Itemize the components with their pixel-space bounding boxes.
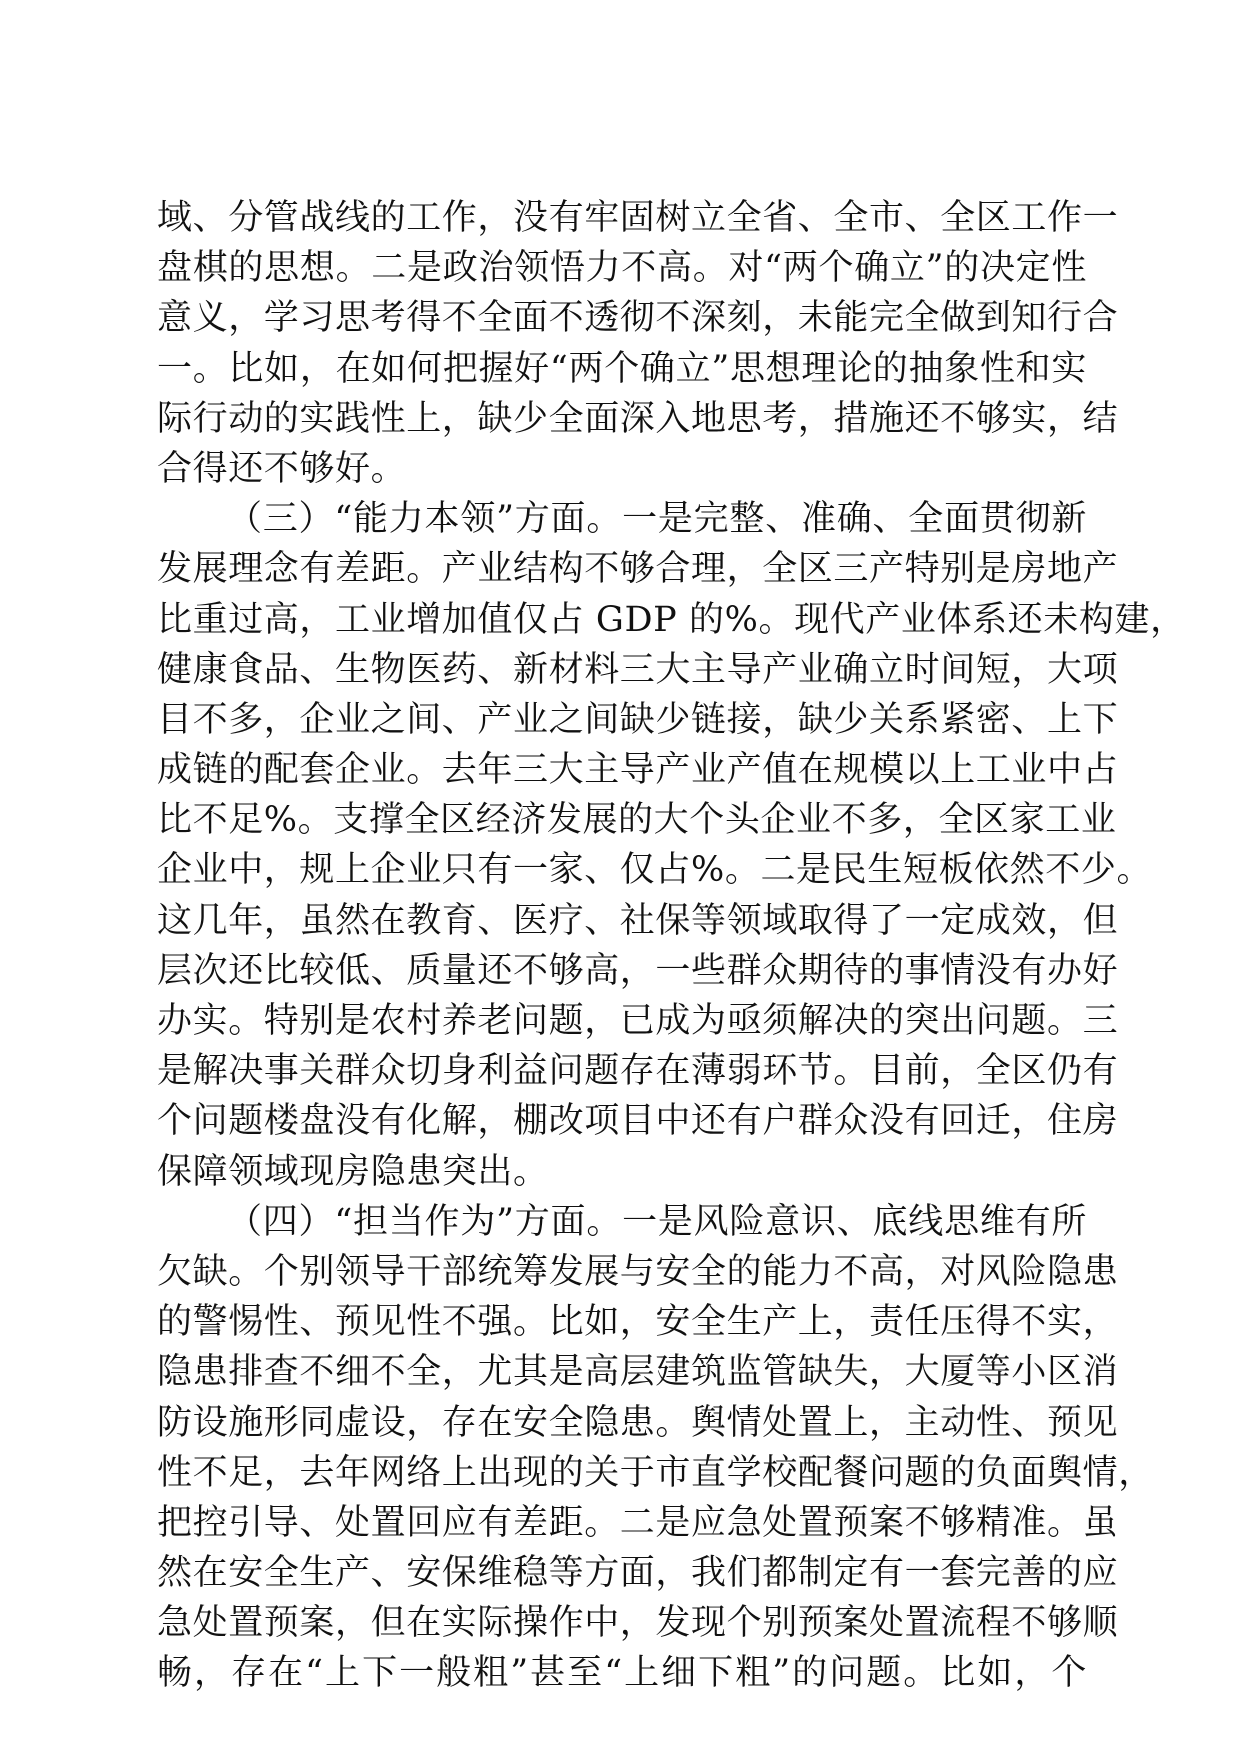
text-line (157, 595, 1186, 645)
line-text: 防设施形同虚设，存在安全隐患。舆情处置上，主动性、预见 (157, 1402, 1119, 1443)
text-line (157, 1147, 1087, 1197)
text-line (157, 1448, 1154, 1498)
text-line (157, 996, 1119, 1046)
text-line (157, 1498, 1119, 1548)
line-text: 企业中，规上企业只有一家、仅占%。二是民生短板依然不少。 (157, 850, 1153, 891)
document-body (157, 193, 1186, 1699)
line-text: 层次还比较低、质量还不够高，一些群众期待的事情没有办好 (157, 950, 1119, 991)
line-text: 目不多，企业之间、产业之间缺少链接，缺少关系紧密、上下 (157, 699, 1119, 740)
line-text: 盘棋的思想。二是政治领悟力不高。对“两个确立”的决定性 (157, 248, 1087, 289)
line-text: 发展理念有差距。产业结构不够合理，全区三产特别是房地产 (157, 549, 1119, 590)
line-text: 健康食品、生物医药、新材料三大主导产业确立时间短，大项 (157, 649, 1119, 690)
line-text: 成链的配套企业。去年三大主导产业产值在规模以上工业中占 (157, 750, 1119, 791)
line-text: 意义，学习思考得不全面不透彻不深刻，未能完全做到知行合 (157, 298, 1119, 339)
line-text: 急处置预案，但在实际操作中，发现个别预案处置流程不够顺 (157, 1603, 1119, 1644)
text-line (157, 946, 1119, 996)
text-line (157, 845, 1153, 895)
text-line (157, 1648, 1087, 1698)
line-text: 隐患排查不细不全，尤其是高层建筑监管缺失，大厦等小区消 (157, 1352, 1119, 1393)
text-line (157, 1548, 1119, 1598)
text-line (157, 394, 1119, 444)
text-line (157, 1398, 1119, 1448)
line-text: 比不足%。支撑全区经济发展的大个头企业不多，全区家工业 (157, 800, 1117, 841)
line-text: （四）“担当作为”方面。一是风险意识、底线思维有所 (227, 1201, 1087, 1242)
text-line (157, 1046, 1119, 1096)
text-line (157, 344, 1087, 394)
line-text: 是解决事关群众切身利益问题存在薄弱环节。目前，全区仍有 (157, 1051, 1119, 1092)
line-text: 办实。特别是农村养老问题，已成为亟须解决的突出问题。三 (157, 1001, 1119, 1041)
text-line (157, 1598, 1119, 1648)
line-text: 际行动的实践性上，缺少全面深入地思考，措施还不够实，结 (157, 398, 1119, 439)
line-text: 保障领域现房隐患突出。 (157, 1151, 549, 1192)
text-line (157, 444, 1087, 494)
paragraph-heading-line (157, 1197, 1087, 1247)
text-line (157, 544, 1119, 594)
text-line (157, 896, 1119, 946)
text-line (157, 1297, 1119, 1347)
text-line (157, 1096, 1119, 1146)
text-line (157, 193, 1119, 243)
text-line (157, 795, 1117, 845)
line-text: 性不足，去年网络上出现的关于市直学校配餐问题的负面舆情， (157, 1452, 1154, 1493)
line-text: 一。比如，在如何把握好“两个确立”思想理论的抽象性和实 (157, 348, 1087, 389)
line-text: 这几年，虽然在教育、医疗、社保等领域取得了一定成效，但 (157, 900, 1119, 941)
text-line (157, 1347, 1119, 1397)
line-text: 域、分管战线的工作，没有牢固树立全省、全市、全区工作一 (157, 198, 1119, 238)
line-text: 个问题楼盘没有化解，棚改项目中还有户群众没有回迁，住房 (157, 1101, 1119, 1142)
line-text: 的警惕性、预见性不强。比如，安全生产上，责任压得不实， (157, 1302, 1119, 1343)
text-line (157, 745, 1119, 795)
line-text: 欠缺。个别领导干部统筹发展与安全的能力不高，对风险隐患 (157, 1251, 1119, 1292)
line-text: 畅，存在“上下一般粗”甚至“上细下粗”的问题。比如，个 (157, 1653, 1087, 1694)
text-line (157, 645, 1119, 695)
text-line (157, 243, 1087, 293)
line-text: 比重过高，工业增加值仅占 GDP 的%。现代产业体系还未构建， (157, 599, 1186, 640)
line-text: （三）“能力本领”方面。一是完整、准确、全面贯彻新 (227, 499, 1087, 540)
text-line (157, 293, 1119, 343)
line-text: 把控引导、处置回应有差距。二是应急处置预案不够精准。虽 (157, 1502, 1119, 1543)
text-line (157, 695, 1119, 745)
text-line (157, 1247, 1119, 1297)
paragraph-heading-line (157, 494, 1087, 544)
line-text: 然在安全生产、安保维稳等方面，我们都制定有一套完善的应 (157, 1553, 1119, 1594)
line-text: 合得还不够好。 (157, 448, 407, 489)
